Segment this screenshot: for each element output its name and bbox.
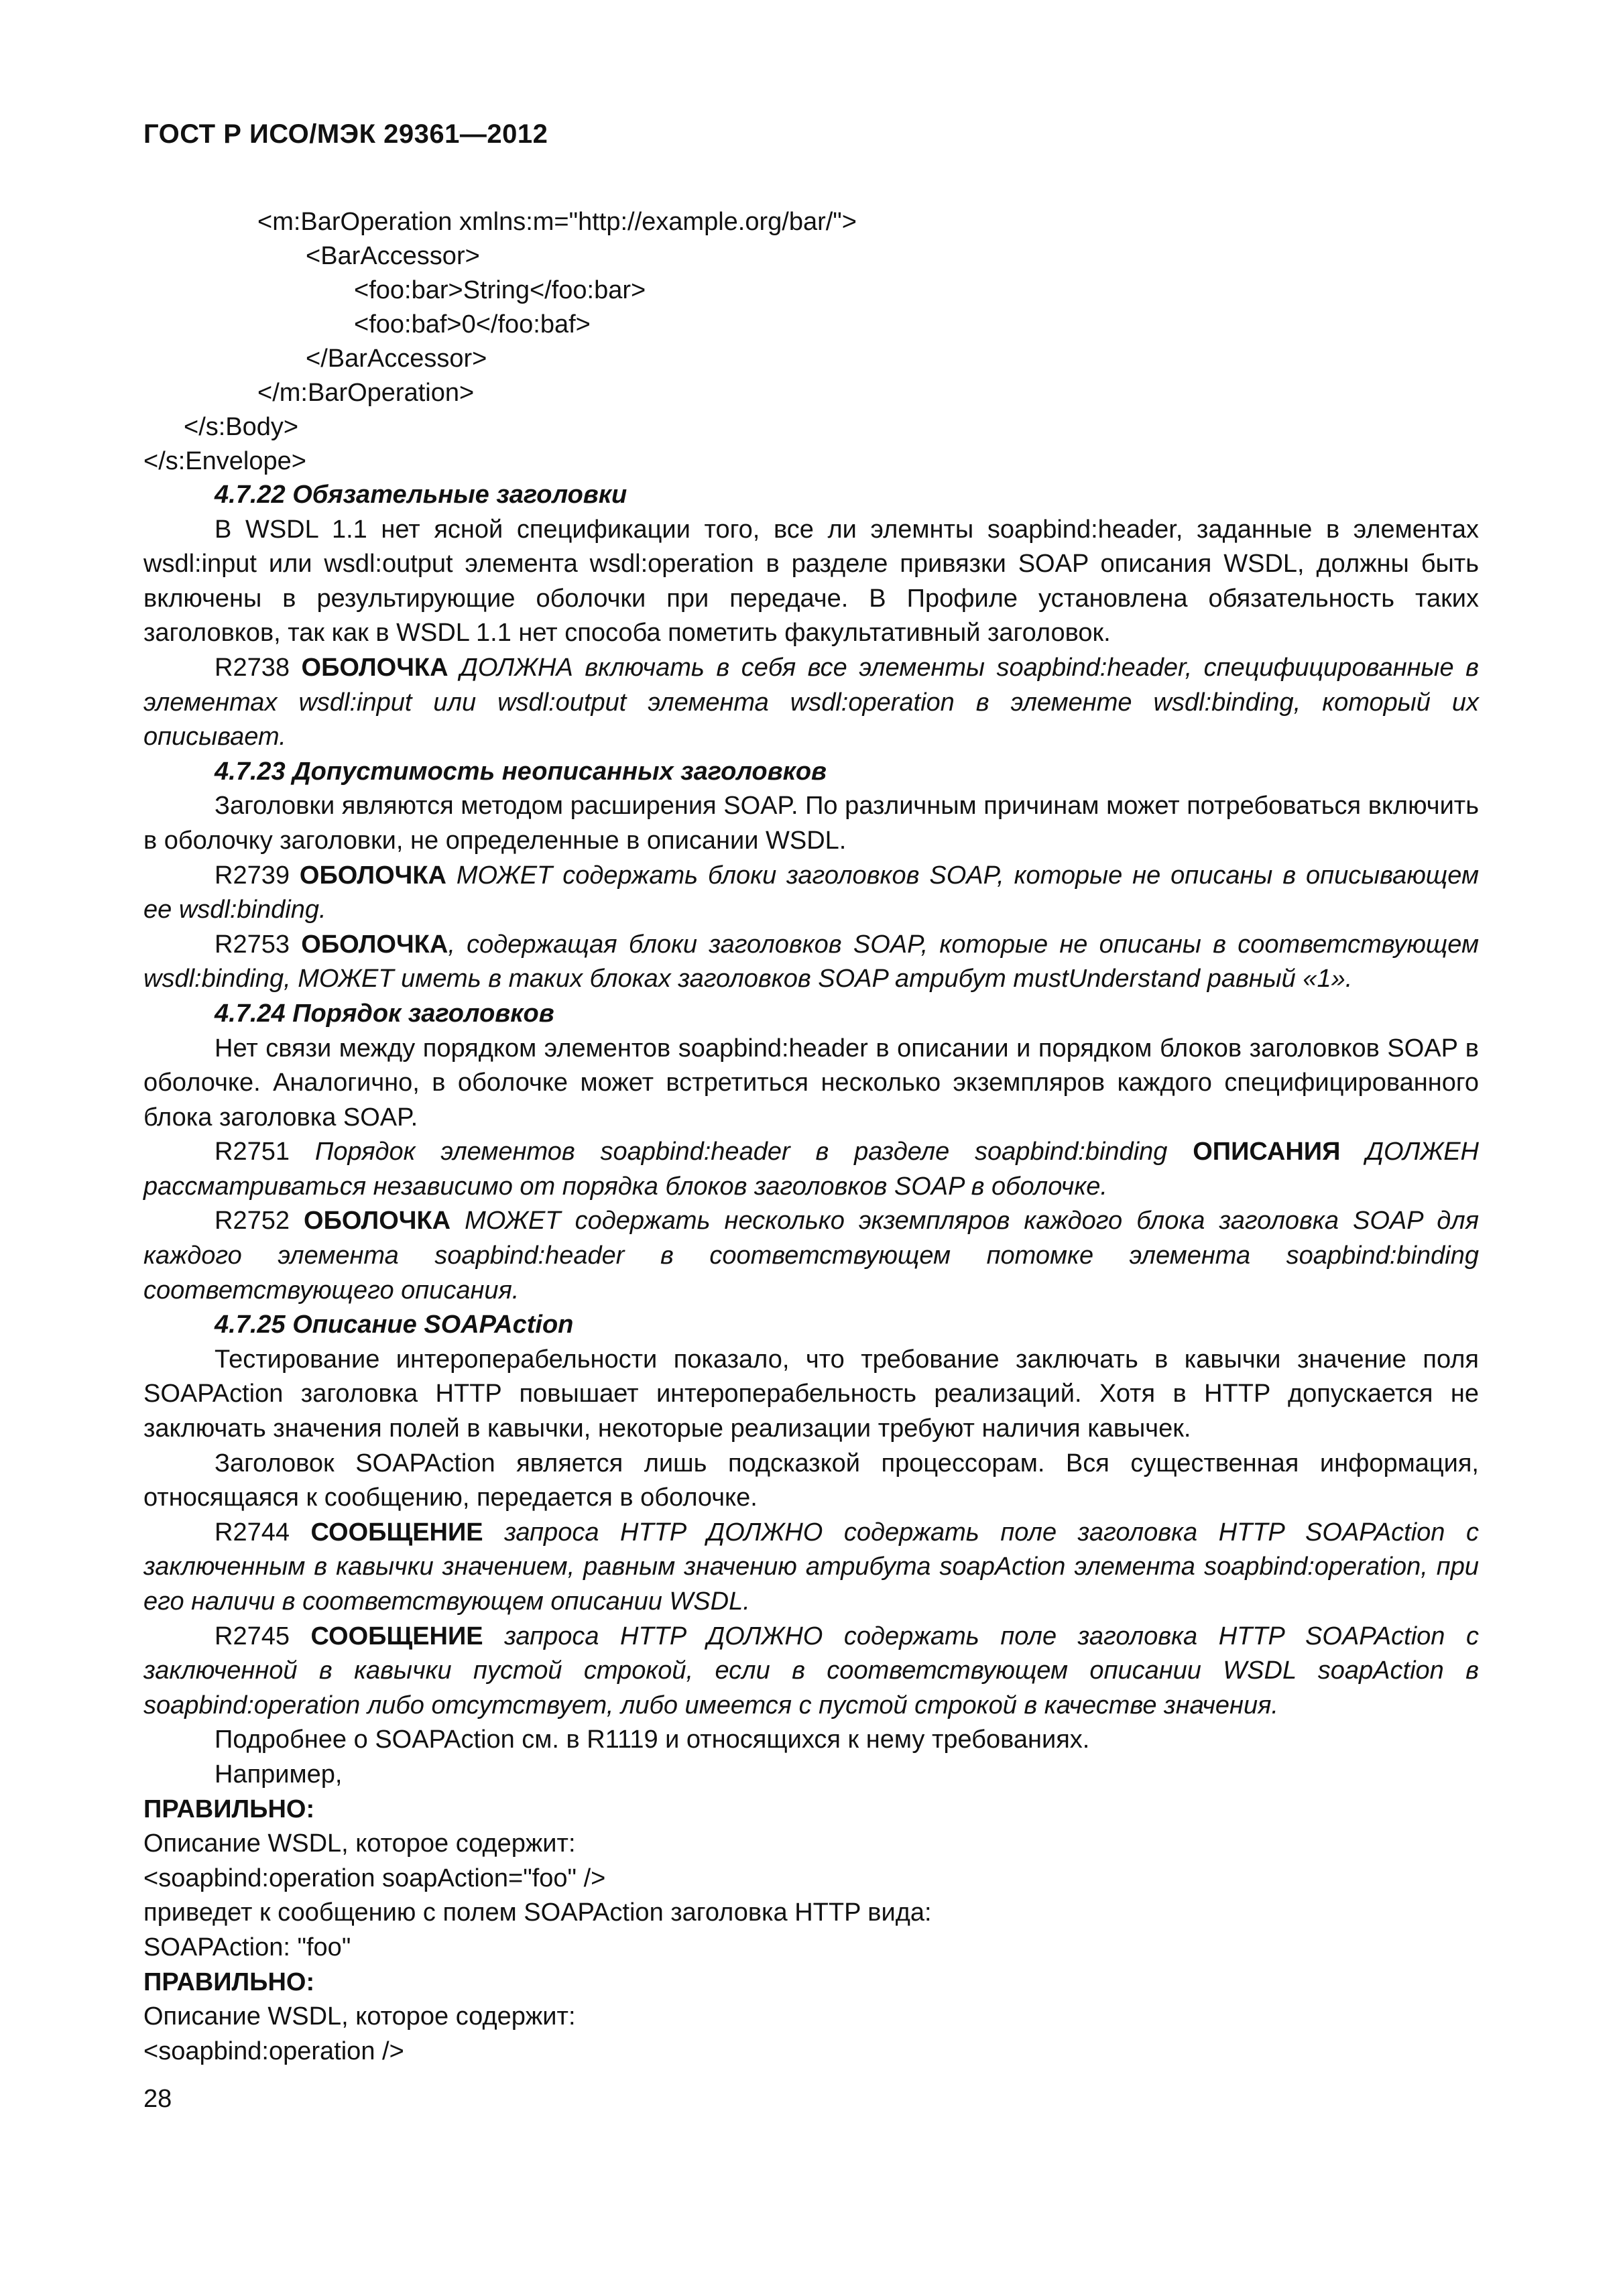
example-line: приведет к сообщению с полем SOAPAction заголовка HTTP вида: [143,1898,932,1927]
code-line: <m:BarOperation xmlns:m="http://example.org/bar/"> [257,208,857,236]
code-line: <BarAccessor> [306,242,480,270]
xml-code-block [143,205,1457,479]
section-heading-4-7-24: 4.7.24 Порядок заголовков [215,999,554,1028]
requirement-id: R2752 [215,1207,304,1235]
section-heading-4-7-22: 4.7.22 Обязательные заголовки [215,481,627,509]
document-header: ГОСТ Р ИСО/МЭК 29361—2012 [143,119,548,149]
requirement-id: R2739 [215,861,300,890]
requirement-keyword: СООБЩЕНИЕ [310,1518,483,1547]
example-label: ПРАВИЛЬНО: [143,1795,315,1823]
code-line: <foo:baf>0</foo:baf> [354,310,591,339]
code-line: </m:BarOperation> [257,379,475,407]
requirement-r2744 [143,1516,1479,1620]
requirement-text: , содержащая блоки заголовков SOAP, которые не описаны в соответствующем wsdl:binding, МОЖЕТ иметь в таких блоках заголовков SOAP атрибут mustUnderstand равный «1». [143,930,1480,993]
requirement-text: МОЖЕТ содержать несколько экземпляров каждого блока заголовка SOAP для каждого элемента soapbind:header в соответствующем потомке элемента soapbind:binding соответствующего описания. [143,1207,1479,1305]
example-line: Описание WSDL, которое содержит: [143,1829,576,1858]
requirement-text: ДОЛЖЕН рассматриваться независимо от порядка блоков заголовков SOAP в оболочке. [143,1138,1479,1201]
requirement-id: R2753 [215,930,302,959]
requirement-text: МОЖЕТ содержать блоки заголовков SOAP, которые не описаны в описывающем ее wsdl:binding. [143,861,1479,924]
section-heading-4-7-25: 4.7.25 Описание SOAPAction [215,1311,574,1339]
requirement-id: R2738 [215,653,302,682]
paragraph: Заголовки являются методом расширения SOAP. По различным причинам может потребоваться включить в оболочку заголовки, не определенные в описании WSDL. [143,792,1479,855]
paragraph: Тестирование интероперабельности показало, что требование заключать в кавычки значение поля SOAPAction заголовка HTTP повышает интероперабельность реализаций. Хотя в HTTP допускается не заключать значения полей в кавычки, некоторые реализации требуют наличия кавычек. [143,1345,1479,1443]
paragraph: В WSDL 1.1 нет ясной спецификации того, все ли элемнты soapbind:header, заданные в элементах wsdl:input или wsdl:output элемента wsdl:operation в разделе привязки SOAP описания WSDL, должны быть включены в результирующие оболочки при передаче. В Профиле установлена обязательность таких заголовков, так как в WSDL 1.1 нет способа пометить факультативный заголовок. [143,515,1479,648]
requirement-keyword: ОБОЛОЧКА [301,653,448,682]
example-label: ПРАВИЛЬНО: [143,1968,315,1996]
requirement-keyword: ОПИСАНИЯ [1193,1138,1341,1166]
requirement-text: запроса HTTP ДОЛЖНО содержать поле заголовка HTTP SOAPAction с заключенной в кавычки пустой строкой, если в соответствующем описании WSDL soapAction в soapbind:operation либо отсутствует, либо имеется с пустой строкой в качестве значения. [143,1622,1479,1719]
requirement-id: R2745 [215,1622,311,1650]
requirement-r2751 [143,1135,1479,1204]
requirement-r2739 [143,859,1479,928]
requirement-r2745 [143,1620,1479,1724]
document-body [143,478,1479,2069]
requirement-r2738 [143,651,1479,755]
code-line: </BarAccessor> [306,345,487,373]
code-line: <foo:bar>String</foo:bar> [354,276,646,304]
page-number: 28 [143,2085,172,2113]
requirement-id: R2751 [215,1138,315,1166]
code-line: </s:Body> [184,413,299,441]
example-line: <soapbind:operation /> [143,2037,404,2065]
example-line: Описание WSDL, которое содержит: [143,2002,576,2031]
requirement-text: Порядок элементов soapbind:header в разделе soapbind:binding [314,1138,1193,1166]
requirement-keyword: ОБОЛОЧКА [301,930,448,959]
requirement-r2753 [143,928,1479,997]
paragraph: Заголовок SOAPAction является лишь подсказкой процессорам. Вся существенная информация, относящаяся к сообщению, передается в оболочке. [143,1449,1479,1512]
paragraph: Например, [215,1760,343,1789]
requirement-r2752 [143,1204,1479,1308]
requirement-id: R2744 [215,1518,311,1547]
requirement-keyword: ОБОЛОЧКА [299,861,446,890]
paragraph: Подробнее о SOAPAction см. в R1119 и относящихся к нему требованиях. [215,1726,1090,1754]
example-line: <soapbind:operation soapAction="foo" /> [143,1864,606,1892]
requirement-keyword: СООБЩЕНИЕ [310,1622,483,1650]
section-heading-4-7-23: 4.7.23 Допустимость неописанных заголовков [215,757,827,786]
requirement-text: ДОЛЖНА включать в себя все элементы soapbind:header, специфицированные в элементах wsdl:input или wsdl:output элемента wsdl:operation в элементе wsdl:binding, который их описывает. [143,653,1479,751]
requirement-text: запроса HTTP ДОЛЖНО содержать поле заголовка HTTP SOAPAction с заключенным в кавычки значением, равным значению атрибута soapAction элемента soapbind:operation, при его наличи в соответствующем описании WSDL. [143,1518,1479,1616]
requirement-keyword: ОБОЛОЧКА [304,1207,451,1235]
paragraph: Нет связи между порядком элементов soapbind:header в описании и порядком блоков заголовков SOAP в оболочке. Аналогично, в оболочке может встретиться несколько экземпляров каждого специфицированного блока заголовка SOAP. [143,1034,1479,1132]
code-line: </s:Envelope> [143,447,306,475]
example-line: SOAPAction: "foo" [143,1933,351,1961]
